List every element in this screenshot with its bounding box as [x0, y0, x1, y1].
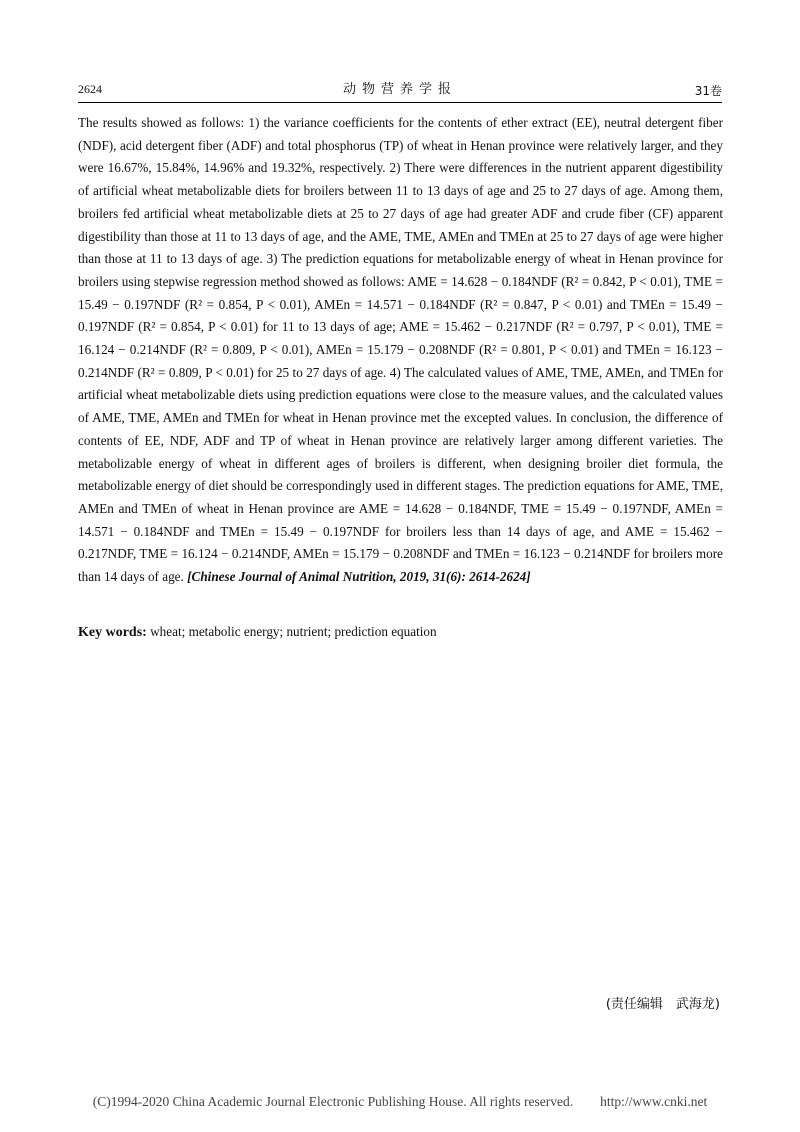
abstract-text: The results showed as follows: 1) the variance coefficients for the contents of ether extract (EE), neutral detergent fiber (NDF), acid detergent fiber (ADF) and total phosphorus (TP) of wheat in Henan province were relatively larger, and they were 16.67%, 15.84%, 14.96% and 19.32%, respectively. 2) There were differences in the nutrient apparent digestibility of artificial wheat metabolizable diets for broilers between 11 to 13 days of age and 25 to 27 days of age. Among them, broilers fed artificial wheat metabolizable diets at 25 to 27 days of age had greater ADF and crude fiber (CF) apparent digestibility than those at 11 to 13 days of age, and the AME, TME, AMEn and TMEn at 25 to 27 days of age were higher than those at 11 to 13 days of age. 3) The prediction equations for metabolizable energy of wheat in Henan province for broilers using stepwise regression method showed as follows: AME = 14.628 − 0.184NDF (R² = 0.842, P < 0.01), TME = 15.49 − 0.197NDF (R² = 0.854, P < 0.01), AMEn = 14.571 − 0.184NDF (R² = 0.847, P < 0.01) and TMEn = 15.49 − 0.197NDF (R² = 0.854, P < 0.01) for 11 to 13 days of age; AME = 15.462 − 0.217NDF (R² = 0.797, P < 0.01), TME = 16.124 − 0.214NDF (R² = 0.809, P < 0.01), AMEn = 15.179 − 0.208NDF (R² = 0.801, P < 0.01) and TMEn = 16.123 − 0.214NDF (R² = 0.809, P < 0.01) for 25 to 27 days of age. 4) The calculated values of AME, TME, AMEn, and TMEn for artificial wheat metabolizable diets using prediction equations were close to the measure values, and the calculated values of AME, TME, AMEn and TMEn for wheat in Henan province met the excepted values. In conclusion, the difference of contents of EE, NDF, ADF and TP of wheat in Henan province are relatively larger among different varieties. The metabolizable energy of wheat in different ages of broilers is different, when designing broiler diet formula, the metabolizable energy of diet should be correspondingly used in different stages. The prediction equations for AME, TME, AMEn and TMEn of wheat in Henan province are AME = 14.628 − 0.184NDF, TME = 15.49 − 0.197NDF, AMEn = 14.571 − 0.184NDF and TMEn = 15.49 − 0.197NDF for broilers less than 14 days of age, and AME = 15.462 − 0.217NDF, TME = 16.124 − 0.214NDF, AMEn = 15.179 − 0.208NDF and TMEn = 16.123 − 0.214NDF for broilers more than 14 days of age.: [78, 115, 723, 585]
keywords-label: Key words:: [78, 625, 147, 640]
header-rule: [78, 102, 722, 103]
page-number: 2624: [78, 82, 102, 96]
keywords-text: wheat; metabolic energy; nutrient; prediction equation: [150, 624, 437, 639]
page-header: [78, 76, 722, 104]
abstract: [78, 112, 723, 589]
volume-label: 31卷: [694, 84, 722, 98]
responsible-editor: (责任编辑 武海龙): [605, 997, 720, 1012]
keywords: [78, 621, 723, 644]
abstract-paragraph: [78, 112, 723, 589]
citation: [Chinese Journal of Animal Nutrition, 2019, 31(6): 2614-2624]: [187, 569, 531, 585]
journal-title: 动物营养学报: [342, 82, 457, 97]
copyright-footer: (C)1994-2020 China Academic Journal Electronic Publishing House. All rights reserved. http://www.cnki.net: [92, 1094, 708, 1109]
